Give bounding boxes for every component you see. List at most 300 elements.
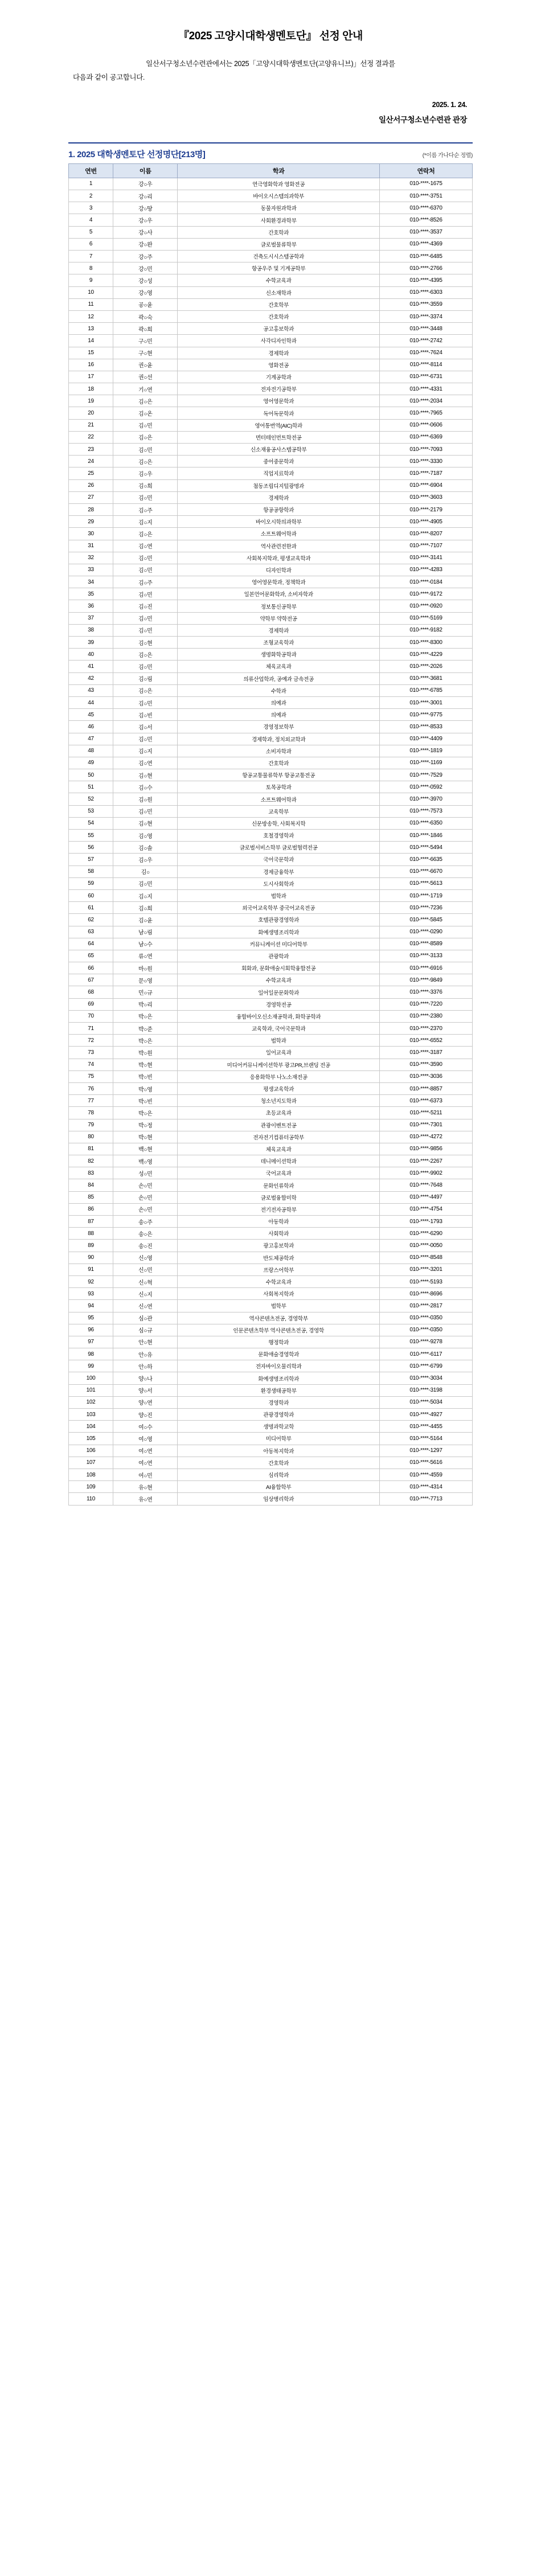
table-row: [69, 407, 473, 419]
cell-dept: 정보통신공학부: [178, 600, 380, 612]
cell-no: 35: [69, 588, 113, 600]
cell-no: 104: [69, 1421, 113, 1433]
cell-name: 김○윤: [113, 914, 177, 926]
cell-name: 김○민: [113, 805, 177, 817]
table-row: [69, 1445, 473, 1457]
cell-name: 신○혁: [113, 1275, 177, 1287]
cell-name: 김○빈: [113, 709, 177, 721]
table-row: [69, 709, 473, 721]
cell-tel: 010-****-4331: [379, 383, 472, 395]
cell-name: 김○서: [113, 721, 177, 733]
cell-name: 박○빈: [113, 1070, 177, 1082]
table-row: [69, 1131, 473, 1143]
cell-dept: 전자전기컴퓨터공학부: [178, 1131, 380, 1143]
table-row: [69, 1384, 473, 1396]
cell-dept: 전자바이오물리학과: [178, 1360, 380, 1372]
table-row: [69, 842, 473, 854]
table-row: [69, 769, 473, 781]
table-row: [69, 456, 473, 467]
table-row: [69, 564, 473, 576]
cell-name: 여○영: [113, 1433, 177, 1445]
cell-dept: 체육교육과: [178, 1143, 380, 1155]
table-row: [69, 914, 473, 926]
cell-dept: 간호학과: [178, 310, 380, 322]
cell-no: 31: [69, 540, 113, 552]
intro-paragraph: [68, 58, 473, 85]
cell-no: 87: [69, 1216, 113, 1228]
cell-no: 78: [69, 1107, 113, 1119]
table-row: [69, 1324, 473, 1336]
table-row: [69, 576, 473, 588]
cell-tel: 010-****-5616: [379, 1457, 472, 1469]
cell-no: 40: [69, 649, 113, 661]
table-row: [69, 1288, 473, 1300]
cell-no: 2: [69, 190, 113, 202]
table-row: [69, 540, 473, 552]
cell-tel: 010-****-5193: [379, 1275, 472, 1287]
column-header-no: 연번: [69, 163, 113, 178]
table-row: [69, 877, 473, 889]
cell-dept: 연극영화학과 영화전공: [178, 178, 380, 190]
cell-dept: 글로벌서비스학부 글로벌협력전공: [178, 842, 380, 854]
cell-name: 여○연: [113, 1457, 177, 1469]
cell-dept: 반도체공학과: [178, 1252, 380, 1264]
cell-name: 김○희: [113, 479, 177, 491]
cell-dept: 행정학과: [178, 1336, 380, 1348]
cell-dept: 일본언어문화학과, 소비자학과: [178, 588, 380, 600]
table-row: [69, 1336, 473, 1348]
cell-no: 53: [69, 805, 113, 817]
cell-dept: 영화전공: [178, 359, 380, 371]
cell-name: 곽○숙: [113, 310, 177, 322]
cell-tel: 010-****-3537: [379, 226, 472, 238]
cell-tel: 010-****-3376: [379, 986, 472, 998]
cell-name: 유○연: [113, 1493, 177, 1505]
table-row: [69, 817, 473, 829]
cell-no: 73: [69, 1047, 113, 1059]
table-row: [69, 938, 473, 950]
cell-tel: 010-****-5845: [379, 914, 472, 926]
cell-no: 68: [69, 986, 113, 998]
cell-no: 48: [69, 745, 113, 757]
cell-dept: 국어교육과: [178, 1167, 380, 1179]
cell-name: 김○현: [113, 817, 177, 829]
cell-dept: 아동복지학과: [178, 1445, 380, 1457]
cell-no: 3: [69, 202, 113, 214]
table-row: [69, 1457, 473, 1469]
cell-dept: 전자전기공학부: [178, 383, 380, 395]
cell-tel: 010-****-4395: [379, 274, 472, 286]
table-row: [69, 793, 473, 805]
cell-name: 심○규: [113, 1324, 177, 1336]
cell-dept: 독어독문학과: [178, 407, 380, 419]
cell-name: 문○영: [113, 974, 177, 986]
cell-dept: 회화과, 문화애술시회학융합전공: [178, 962, 380, 974]
table-row: [69, 649, 473, 661]
cell-tel: 010-****-8589: [379, 938, 472, 950]
cell-dept: 디자인학과: [178, 564, 380, 576]
cell-name: 김○민: [113, 419, 177, 431]
cell-name: 권○선: [113, 371, 177, 383]
cell-name: 김○민: [113, 552, 177, 564]
cell-name: 박○은: [113, 1010, 177, 1022]
cell-tel: 010-****-0920: [379, 600, 472, 612]
cell-no: 106: [69, 1445, 113, 1457]
table-row: [69, 286, 473, 298]
cell-name: 강○성: [113, 274, 177, 286]
table-row: [69, 1070, 473, 1082]
table-row: [69, 467, 473, 479]
cell-tel: 010-****-7713: [379, 1493, 472, 1505]
cell-name: 김○진: [113, 600, 177, 612]
cell-tel: 010-****-8526: [379, 214, 472, 226]
cell-no: 10: [69, 286, 113, 298]
table-row: [69, 323, 473, 335]
cell-tel: 010-****-7965: [379, 407, 472, 419]
table-row: [69, 1300, 473, 1312]
cell-tel: 010-****-7107: [379, 540, 472, 552]
cell-tel: 010-****-6552: [379, 1035, 472, 1047]
section-title: 1. 2025 대학생멘토단 선정명단[213명]: [68, 149, 206, 159]
cell-dept: 프랑스어학부: [178, 1264, 380, 1275]
cell-name: 송○진: [113, 1240, 177, 1252]
column-header-dept: 학과: [178, 163, 380, 178]
cell-tel: 010-****-8857: [379, 1082, 472, 1094]
cell-no: 22: [69, 431, 113, 443]
cell-name: 김○수: [113, 781, 177, 793]
cell-name: 김○은: [113, 456, 177, 467]
cell-tel: 010-****-3681: [379, 672, 472, 684]
cell-tel: 010-****-6117: [379, 1348, 472, 1360]
table-row: [69, 251, 473, 262]
table-row: [69, 238, 473, 250]
cell-no: 19: [69, 395, 113, 407]
cell-tel: 010-****-5034: [379, 1396, 472, 1408]
table-row: [69, 889, 473, 901]
cell-no: 93: [69, 1288, 113, 1300]
cell-tel: 010-****-3198: [379, 1384, 472, 1396]
cell-dept: 생명화학공학과: [178, 649, 380, 661]
cell-dept: 경제학과: [178, 491, 380, 503]
table-row: [69, 1035, 473, 1047]
cell-no: 50: [69, 769, 113, 781]
table-row: [69, 214, 473, 226]
table-header-row: [69, 163, 473, 178]
cell-no: 43: [69, 684, 113, 696]
cell-dept: 광고홍보학과: [178, 1240, 380, 1252]
cell-tel: 010-****-6731: [379, 371, 472, 383]
cell-dept: 임상병리학과: [178, 1493, 380, 1505]
cell-tel: 010-****-7220: [379, 998, 472, 1010]
cell-tel: 010-****-9182: [379, 624, 472, 636]
cell-name: 박○원: [113, 1047, 177, 1059]
cell-tel: 010-****-4927: [379, 1409, 472, 1421]
cell-tel: 010-****-0350: [379, 1312, 472, 1324]
table-row: [69, 274, 473, 286]
table-row: [69, 865, 473, 877]
cell-dept: 관광경영학과: [178, 1409, 380, 1421]
cell-name: 손○민: [113, 1179, 177, 1191]
cell-name: 강○주: [113, 251, 177, 262]
cell-name: 신○지: [113, 1288, 177, 1300]
cell-name: 김○주: [113, 576, 177, 588]
column-header-name: 이름: [113, 163, 177, 178]
cell-no: 109: [69, 1481, 113, 1493]
cell-dept: 의류산업학과, 공예과 금속전공: [178, 672, 380, 684]
cell-dept: 경영학과: [178, 1396, 380, 1408]
table-row: [69, 1107, 473, 1119]
cell-tel: 010-****-7648: [379, 1179, 472, 1191]
cell-name: 여○민: [113, 1469, 177, 1480]
cell-name: 김○민: [113, 877, 177, 889]
cell-name: 김○지: [113, 745, 177, 757]
table-row: [69, 1143, 473, 1155]
cell-name: 공○윤: [113, 298, 177, 310]
cell-tel: 010-****-4559: [379, 1469, 472, 1480]
table-row: [69, 1155, 473, 1167]
cell-tel: 010-****-6916: [379, 962, 472, 974]
cell-tel: 010-****-6785: [379, 684, 472, 696]
cell-no: 88: [69, 1228, 113, 1240]
cell-tel: 010-****-9849: [379, 974, 472, 986]
cell-dept: 간호학과: [178, 226, 380, 238]
cell-dept: 영어영문학과, 정책학과: [178, 576, 380, 588]
table-row: [69, 359, 473, 371]
cell-no: 44: [69, 696, 113, 708]
table-row: [69, 552, 473, 564]
cell-tel: 010-****-2766: [379, 262, 472, 274]
table-row: [69, 1421, 473, 1433]
table-row: [69, 516, 473, 528]
cell-name: 신○연: [113, 1300, 177, 1312]
table-row: [69, 986, 473, 998]
cell-dept: 미디어학부: [178, 1433, 380, 1445]
table-row: [69, 371, 473, 383]
cell-name: 강○사: [113, 226, 177, 238]
cell-tel: 010-****-1846: [379, 830, 472, 842]
cell-tel: 010-****-7529: [379, 769, 472, 781]
cell-name: 양○나: [113, 1372, 177, 1384]
table-row: [69, 830, 473, 842]
cell-tel: 010-****-6485: [379, 251, 472, 262]
cell-no: 56: [69, 842, 113, 854]
cell-dept: 면터테인먼트학전공: [178, 431, 380, 443]
cell-name: 박○현: [113, 1059, 177, 1070]
cell-no: 14: [69, 335, 113, 347]
cell-no: 34: [69, 576, 113, 588]
cell-name: 손○민: [113, 1203, 177, 1215]
table-row: [69, 395, 473, 407]
cell-no: 97: [69, 1336, 113, 1348]
cell-tel: 010-****-4272: [379, 1131, 472, 1143]
cell-dept: 글로벌물류학부: [178, 238, 380, 250]
cell-no: 65: [69, 950, 113, 962]
table-row: [69, 1179, 473, 1191]
cell-name: 김○민: [113, 733, 177, 745]
cell-no: 102: [69, 1396, 113, 1408]
cell-tel: 010-****-3603: [379, 491, 472, 503]
cell-name: 박○빈: [113, 1095, 177, 1107]
cell-no: 57: [69, 854, 113, 865]
cell-dept: 체육교육과: [178, 661, 380, 672]
table-row: [69, 1203, 473, 1215]
signature-block: [68, 99, 473, 128]
cell-name: 안○현: [113, 1336, 177, 1348]
cell-no: 105: [69, 1433, 113, 1445]
cell-dept: 간호학과: [178, 757, 380, 769]
table-row: [69, 1409, 473, 1421]
cell-name: 김○온: [113, 407, 177, 419]
cell-tel: 010-****-3187: [379, 1047, 472, 1059]
cell-name: 기○연: [113, 383, 177, 395]
cell-no: 62: [69, 914, 113, 926]
cell-tel: 010-****-5613: [379, 877, 472, 889]
cell-tel: 010-****-6370: [379, 202, 472, 214]
cell-dept: 직업지료학과: [178, 467, 380, 479]
cell-tel: 010-****-7093: [379, 444, 472, 456]
cell-name: 박○리: [113, 998, 177, 1010]
cell-no: 23: [69, 444, 113, 456]
cell-dept: 사회복지학과: [178, 1288, 380, 1300]
cell-name: 박○준: [113, 1023, 177, 1035]
cell-dept: 법학과: [178, 889, 380, 901]
cell-tel: 010-****-5169: [379, 612, 472, 624]
cell-dept: 수학교육과: [178, 274, 380, 286]
cell-no: 58: [69, 865, 113, 877]
cell-name: 김○은: [113, 395, 177, 407]
cell-tel: 010-****-2179: [379, 503, 472, 515]
cell-name: 곽○희: [113, 323, 177, 335]
table-row: [69, 1469, 473, 1480]
cell-dept: 국어국문학과: [178, 854, 380, 865]
table-row: [69, 347, 473, 359]
cell-dept: 영어영문학과: [178, 395, 380, 407]
cell-tel: 010-****-0050: [379, 1240, 472, 1252]
cell-dept: 초등교육과: [178, 1107, 380, 1119]
cell-name: 김○영: [113, 830, 177, 842]
cell-no: 37: [69, 612, 113, 624]
table-row: [69, 1481, 473, 1493]
cell-dept: 신소재학과: [178, 286, 380, 298]
cell-name: 김○지: [113, 516, 177, 528]
cell-name: 강○민: [113, 262, 177, 274]
cell-dept: 일어일문문화학과: [178, 986, 380, 998]
cell-dept: 바이오시학의과학부: [178, 516, 380, 528]
table-row: [69, 1312, 473, 1324]
table-row: [69, 588, 473, 600]
cell-no: 54: [69, 817, 113, 829]
table-row: [69, 854, 473, 865]
table-row: [69, 757, 473, 769]
cell-tel: 010-****-1793: [379, 1216, 472, 1228]
cell-dept: 데니메이션학과: [178, 1155, 380, 1167]
cell-dept: 중어중문학과: [178, 456, 380, 467]
cell-name: 김○은: [113, 431, 177, 443]
cell-dept: 역사콘텐츠전공, 경영학부: [178, 1312, 380, 1324]
cell-name: 김○우: [113, 854, 177, 865]
cell-no: 94: [69, 1300, 113, 1312]
cell-no: 38: [69, 624, 113, 636]
cell-tel: 010-****-8533: [379, 721, 472, 733]
cell-no: 83: [69, 1167, 113, 1179]
cell-dept: 경제금융학부: [178, 865, 380, 877]
cell-dept: 교육학부: [178, 805, 380, 817]
cell-dept: 심리학과: [178, 1469, 380, 1480]
cell-name: 양○연: [113, 1396, 177, 1408]
table-row: [69, 950, 473, 962]
cell-tel: 010-****-6373: [379, 1095, 472, 1107]
cell-name: 신○영: [113, 1252, 177, 1264]
table-row: [69, 1372, 473, 1384]
cell-no: 29: [69, 516, 113, 528]
column-header-tel: 연락처: [379, 163, 472, 178]
cell-no: 45: [69, 709, 113, 721]
cell-tel: 010-****-1719: [379, 889, 472, 901]
cell-dept: 소프트웨어학과: [178, 793, 380, 805]
cell-tel: 010-****-6635: [379, 854, 472, 865]
table-row: [69, 1275, 473, 1287]
table-row: [69, 902, 473, 914]
cell-tel: 010-****-3448: [379, 323, 472, 335]
cell-no: 75: [69, 1070, 113, 1082]
cell-tel: 010-****-5494: [379, 842, 472, 854]
cell-dept: 도시사회학과: [178, 877, 380, 889]
cell-name: 김○민: [113, 696, 177, 708]
cell-tel: 010-****-4409: [379, 733, 472, 745]
cell-name: 여○수: [113, 1421, 177, 1433]
cell-tel: 010-****-5164: [379, 1433, 472, 1445]
table-row: [69, 684, 473, 696]
cell-dept: 사회복지학과, 평생교육학과: [178, 552, 380, 564]
cell-dept: 교육학과, 국어국문학과: [178, 1023, 380, 1035]
cell-dept: 관광학과: [178, 950, 380, 962]
sign-date: 2025. 1. 24.: [432, 100, 467, 109]
cell-tel: 010-****-2380: [379, 1010, 472, 1022]
cell-no: 60: [69, 889, 113, 901]
cell-tel: 010-****-2742: [379, 335, 472, 347]
cell-no: 76: [69, 1082, 113, 1094]
cell-dept: 호텔관광경영학과: [178, 914, 380, 926]
cell-no: 55: [69, 830, 113, 842]
cell-tel: 010-****-2370: [379, 1023, 472, 1035]
cell-tel: 010-****-3590: [379, 1059, 472, 1070]
cell-name: 강○우: [113, 178, 177, 190]
cell-no: 18: [69, 383, 113, 395]
cell-tel: 010-****-1819: [379, 745, 472, 757]
cell-no: 1: [69, 178, 113, 190]
cell-no: 42: [69, 672, 113, 684]
cell-dept: 첨동조립디지털광명과: [178, 479, 380, 491]
cell-dept: 동물자원과학과: [178, 202, 380, 214]
cell-name: 손○민: [113, 1191, 177, 1203]
cell-no: 17: [69, 371, 113, 383]
cell-tel: 010-****-9856: [379, 1143, 472, 1155]
cell-no: 100: [69, 1372, 113, 1384]
cell-dept: AI융합학부: [178, 1481, 380, 1493]
cell-tel: 010-****-6670: [379, 865, 472, 877]
cell-tel: 010-****-2817: [379, 1300, 472, 1312]
cell-tel: 010-****-7624: [379, 347, 472, 359]
cell-dept: 수학교육과: [178, 974, 380, 986]
cell-name: 김○연: [113, 540, 177, 552]
table-row: [69, 1059, 473, 1070]
table-row: [69, 431, 473, 443]
intro-line-1: 일산서구청소년수련관에서는 2025「고양시대학생멘토단(고양유니브)」선정 결과를: [146, 60, 395, 68]
cell-name: 김○림: [113, 672, 177, 684]
table-row: [69, 419, 473, 431]
cell-name: 민○규: [113, 986, 177, 998]
table-row: [69, 1264, 473, 1275]
